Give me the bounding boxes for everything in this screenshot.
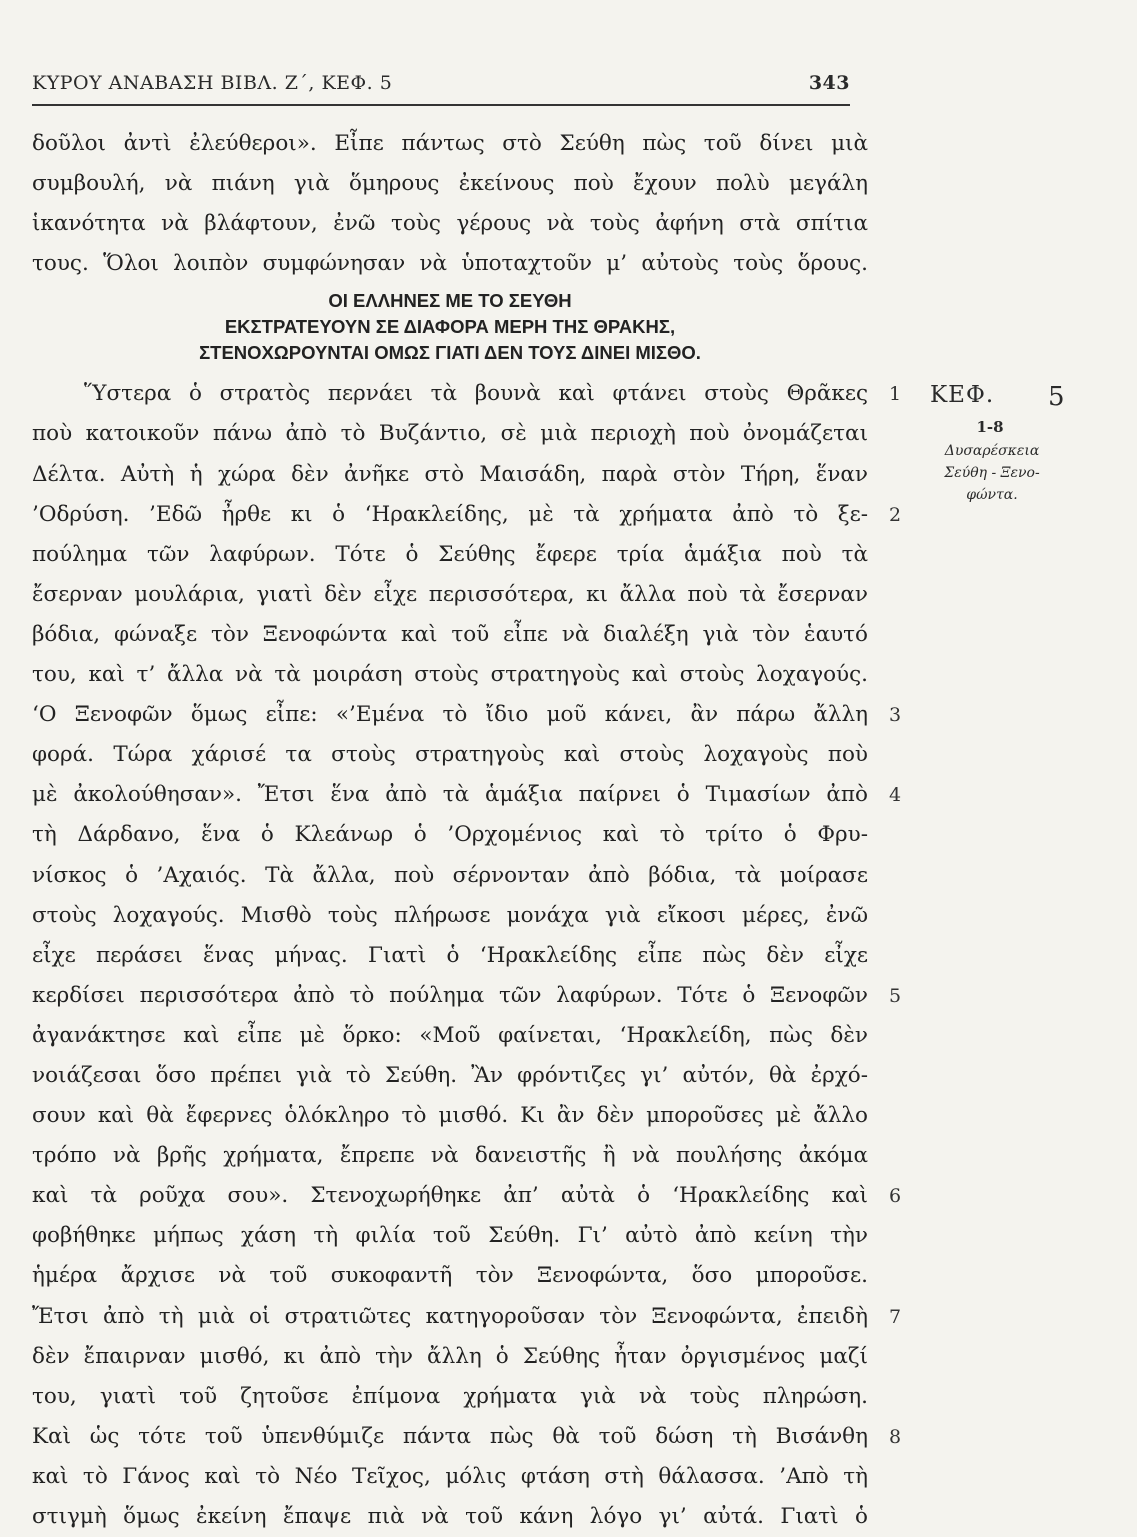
paragraph-number: 5	[888, 984, 902, 1007]
paragraph-number: 7	[888, 1305, 902, 1328]
margin-summary: Δυσαρέσκεια Σεύθη - Ξενο- φώντα.	[944, 443, 1040, 503]
paragraph-number: 3	[888, 704, 902, 727]
text-line: ἀγανάκτησε καὶ εἶπε μὲ ὅρκο: «Μοῦ φαίνεται, ‘Ηρακλείδη, πὼς δὲν	[32, 1022, 868, 1048]
heading-line: ΣΤΕΝΟΧΩΡΟΥΝΤΑΙ ΟΜΩΣ ΓΙΑΤΙ ΔΕΝ ΤΟΥΣ ΔΙΝΕΙ ΜΙΣΘΟ.	[199, 342, 701, 364]
text-line: συμβουλή, νὰ πιάνη γιὰ ὅμηρους ἐκείνους ποὺ ἔχουν πολὺ μεγάλη	[32, 171, 868, 197]
text-line: καὶ τὸ Γάνος καὶ τὸ Νέο Τεῖχος, μόλις φτάση στὴ θάλασσα. ’Απὸ τὴ	[32, 1463, 868, 1489]
header-rule	[32, 104, 850, 106]
text-line: εἶχε περάσει ἕνας μήνας. Γιατὶ ὁ ‘Ηρακλείδης εἶπε πὼς δὲν εἶχε	[32, 942, 868, 968]
text-line: φορά. Τώρα χάρισέ τα στοὺς στρατηγοὺς καὶ στοὺς λοχαγοὺς ποὺ	[32, 742, 868, 768]
text-line: κερδίσει περισσότερα ἀπὸ τὸ πούλημα τῶν λαφύρων. Τότε ὁ Ξενοφῶν 5	[32, 976, 868, 1016]
margin-note	[930, 382, 1110, 506]
text-line: βόδια, φώναξε τὸν Ξενοφώντα καὶ τοῦ εἶπε νὰ διαλέξη γιὰ τὸν ἑαυτό	[32, 621, 868, 647]
text-line: Καὶ ὡς τότε τοῦ ὑπενθύμιζε πάντα πὼς θὰ τοῦ δώση τὴ Βισάνθη 8	[32, 1417, 868, 1457]
text-line: του, γιατὶ τοῦ ζητοῦσε ἐπίμονα χρήματα γιὰ νὰ τοὺς πληρώση.	[32, 1383, 868, 1409]
text-line: τρόπο νὰ βρῆς χρήματα, ἔπρεπε νὰ δανειστῆς ἢ νὰ πουλήσης ἀκόμα	[32, 1143, 868, 1169]
text-line: Δέλτα. Αὐτὴ ἡ χώρα δὲν ἀνῆκε στὸ Μαισάδη, παρὰ στὸν Τήρη, ἕναν	[32, 461, 868, 487]
heading-line: ΟΙ ΕΛΛΗΝΕΣ ΜΕ ΤΟ ΣΕΥΘΗ	[328, 290, 572, 312]
text-line: ἱκανότητα νὰ βλάφτουν, ἐνῶ τοὺς γέρους νὰ τοὺς ἀφήνη στὰ σπίτια	[32, 211, 868, 237]
text-line: ἔσερναν μουλάρια, γιατὶ δὲν εἶχε περισσότερα, κι ἄλλα ποὺ τὰ ἔσερναν	[32, 581, 868, 607]
running-title: ΚΥΡΟΥ ΑΝΑΒΑΣΗ ΒΙΒΛ. Ζ΄, ΚΕΦ. 5	[32, 72, 393, 94]
paragraph-number: 8	[888, 1425, 902, 1448]
text-line: μὲ ἀκολούθησαν». Ἔτσι ἕνα ἀπὸ τὰ ἁμάξια παίρνει ὁ Τιμασίων ἀπὸ 4	[32, 775, 868, 815]
paragraph-number: 6	[888, 1185, 902, 1208]
text-line: Ἔτσι ἀπὸ τὴ μιὰ οἱ στρατιῶτες κατηγοροῦσαν τὸν Ξενοφώντα, ἐπειδὴ 7	[32, 1297, 868, 1337]
paragraph-number: 1	[888, 383, 902, 406]
text-line: δοῦλοι ἀντὶ ἐλεύθεροι». Εἶπε πάντως στὸ Σεύθη πὼς τοῦ δίνει μιὰ	[32, 131, 868, 156]
chapter-number: 5	[1048, 382, 1065, 412]
chapter-label: ΚΕΦ.	[930, 382, 995, 408]
text-line: στιγμὴ ὅμως ἐκείνη ἔπαψε πιὰ νὰ τοῦ κάνη λόγο γι’ αὐτά. Γιατὶ ὁ	[32, 1504, 868, 1529]
text-line: καὶ τὰ ροῦχα σου». Στενοχωρήθηκε ἀπ’ αὐτὰ ὁ ‘Ηρακλείδης καὶ 6	[32, 1176, 868, 1216]
text-line: Ὕστερα ὁ στρατὸς περνάει τὰ βουνὰ καὶ φτάνει στοὺς Θρᾶκες 1	[32, 374, 868, 414]
text-line: ποὺ κατοικοῦν πάνω ἀπὸ τὸ Βυζάντιο, σὲ μιὰ περιοχὴ ποὺ ὀνομάζεται	[32, 421, 868, 447]
heading-line: ΕΚΣΤΡΑΤΕΥΟΥΝ ΣΕ ΔΙΑΦΟΡΑ ΜΕΡΗ ΤΗΣ ΘΡΑΚΗΣ,	[224, 316, 676, 338]
text-line: νοιάζεσαι ὅσο πρέπει γιὰ τὸ Σεύθη. Ἂν φρόντιζες γι’ αὐτόν, θὰ ἐρχό-	[32, 1062, 868, 1088]
text-line: ’Οδρύση. ’Εδῶ ἦρθε κι ὁ ‘Ηρακλείδης, μὲ τὰ χρήματα ἀπὸ τὸ ξε- 2	[32, 495, 868, 535]
paragraph-number: 2	[888, 503, 902, 526]
text-line: ‘Ο Ξενοφῶν ὅμως εἶπε: «’Εμένα τὸ ἴδιο μοῦ κάνει, ἂν πάρω ἄλλη 3	[32, 695, 868, 735]
text-line: τὴ Δάρδανο, ἕνα ὁ Κλεάνωρ ὁ ’Ορχομένιος καὶ τὸ τρίτο ὁ Φρυ-	[32, 822, 868, 848]
body-text	[32, 124, 902, 1537]
section-heading	[32, 284, 868, 374]
text-line: πούλημα τῶν λαφύρων. Τότε ὁ Σεύθης ἔφερε τρία ἁμάξια ποὺ τὰ	[32, 541, 868, 567]
text-line: στοὺς λοχαγούς. Μισθὸ τοὺς πλήρωσε μονάχα γιὰ εἴκοσι μέρες, ἐνῶ	[32, 902, 868, 928]
text-line: σουν καὶ θὰ ἔφερνες ὁλόκληρο τὸ μισθό. Κι ἂν δὲν μποροῦσες μὲ ἄλλο	[32, 1103, 868, 1129]
text-line: δὲν ἔπαιρναν μισθό, κι ἀπὸ τὴν ἄλλη ὁ Σεύθης ἦταν ὀργισμένος μαζί	[32, 1343, 868, 1369]
section-range: 1-8	[976, 418, 1004, 436]
text-line: του, καὶ τ’ ἄλλα νὰ τὰ μοιράση στοὺς στρατηγοὺς καὶ στοὺς λοχαγούς.	[32, 662, 868, 688]
text-line: νίσκος ὁ ’Αχαιός. Τὰ ἄλλα, ποὺ σέρνονταν ἀπὸ βόδια, τὰ μοίρασε	[32, 862, 868, 888]
text-line: φοβήθηκε μήπως χάση τὴ φιλία τοῦ Σεύθη. Γι’ αὐτὸ ἀπὸ κείνη τὴν	[32, 1223, 868, 1249]
running-head	[32, 72, 850, 94]
text-line: τους. Ὅλοι λοιπὸν συμφώνησαν νὰ ὑποταχτοῦν μ’ αὐτοὺς τοὺς ὅρους.	[32, 251, 868, 277]
paragraph-number: 4	[888, 784, 902, 807]
page-number: 343	[808, 72, 850, 94]
text-line: ἡμέρα ἄρχισε νὰ τοῦ συκοφαντῆ τὸν Ξενοφώντα, ὅσο μποροῦσε.	[32, 1263, 868, 1289]
